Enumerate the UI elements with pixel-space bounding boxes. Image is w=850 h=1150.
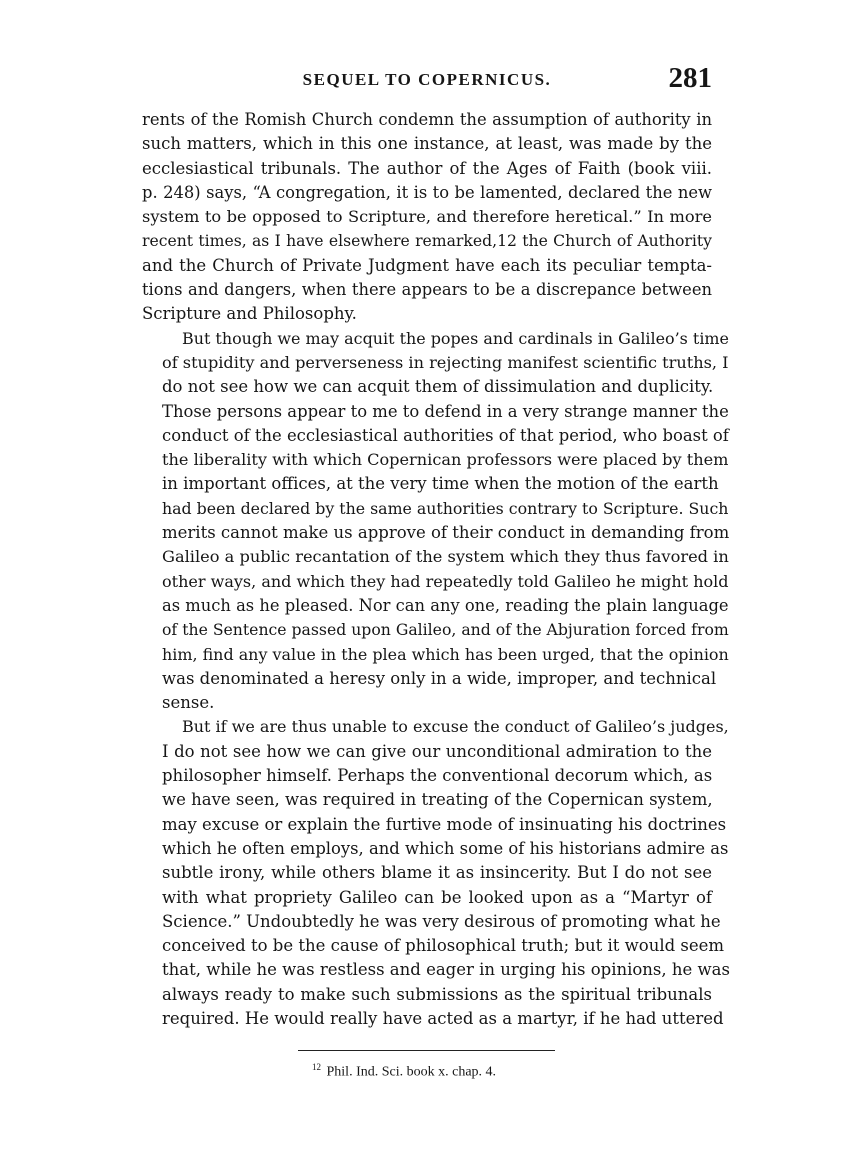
footnote (312, 1062, 496, 1081)
text-line: conduct of the ecclesiastical authorities of that period, who boast of (162, 425, 729, 445)
text-line: with what propriety Galileo can be looked upon as a “Martyr of (162, 887, 712, 907)
text-line: system to be opposed to Scripture, and therefore heretical.” In more (142, 207, 712, 227)
text-line: Science.” Undoubtedly he was very desirous of promoting what he (162, 911, 721, 931)
paragraph-2 (142, 327, 730, 716)
page-number: 281 (668, 62, 712, 94)
text-line: rents of the Romish Church condemn the assumption of authority in (142, 110, 712, 129)
text-line: Scripture and Philosophy. (142, 304, 357, 324)
text-line: of the Sentence passed upon Galileo, and of the Abjuration forced from (162, 620, 729, 640)
paragraph-3 (142, 715, 730, 1031)
text-line: But though we may acquit the popes and cardinals in Galileo’s time (182, 328, 729, 348)
text-line: as much as he pleased. Nor can any one, reading the plain language (162, 595, 729, 615)
text-line: p. 248) says, “A congregation, it is to be lamented, declared the new (142, 182, 712, 202)
text-line: do not see how we can acquit them of dissimulation and duplicity. (162, 377, 714, 397)
footnote-text: Phil. Ind. Sci. book x. chap. 4. (326, 1064, 497, 1080)
text-line: may excuse or explain the furtive mode of insinuating his doctrines (162, 814, 727, 834)
text-line: had been declared by the same authorities contrary to Scripture. Such (162, 498, 729, 518)
text-line: that, while he was restless and eager in urging his opinions, he was (162, 960, 730, 980)
footnote-marker: 12 (312, 1062, 321, 1072)
text-line: sense. (162, 693, 215, 713)
text-line: philosopher himself. Perhaps the conventional decorum which, as (162, 766, 713, 786)
text-line: we have seen, was required in treating of the Copernican system, (162, 790, 713, 810)
text-line: always ready to make such submissions as the spiritual tribunals (162, 984, 712, 1004)
body-text (142, 108, 730, 1031)
text-line: subtle irony, while others blame it as insincerity. But I do not see (162, 863, 712, 883)
text-line: Galileo a public recantation of the system which they thus favored in (162, 547, 729, 567)
text-line: required. He would really have acted as a martyr, if he had uttered (162, 1008, 724, 1028)
page-header (142, 62, 712, 102)
text-line: and the Church of Private Judgment have each its peculiar tempta- (142, 255, 712, 275)
footnote-rule (298, 1050, 555, 1051)
text-line: in important offices, at the very time when the motion of the earth (162, 474, 719, 494)
text-line: merits cannot make us approve of their conduct in demanding from (162, 523, 730, 543)
paragraph-1 (142, 108, 712, 327)
text-line: other ways, and which they had repeatedly told Galileo he might hold (162, 571, 729, 591)
text-line: I do not see how we can give our unconditional admiration to the (162, 741, 712, 761)
text-line: But if we are thus unable to excuse the conduct of Galileo’s judges, (182, 717, 729, 737)
text-line: of stupidity and perverseness in rejecting manifest scientific truths, I (162, 352, 729, 372)
text-line: which he often employs, and which some of his historians admire as (162, 838, 729, 858)
text-line: him, find any value in the plea which has been urged, that the opinion (162, 644, 729, 664)
text-line: such matters, which in this one instance, at least, was made by the (142, 134, 712, 154)
text-line: ecclesiastical tribunals. The author of the Ages of Faith (book viii. (142, 158, 712, 178)
text-line: was denominated a heresy only in a wide, improper, and technical (162, 668, 717, 688)
text-line: Those persons appear to me to defend in a very strange manner the (162, 401, 729, 421)
text-line: the liberality with which Copernican professors were placed by them (162, 450, 729, 470)
text-line: tions and dangers, when there appears to be a discrepance between (142, 280, 712, 300)
running-head: SEQUEL TO COPERNICUS. (302, 70, 552, 89)
text-line: conceived to be the cause of philosophical truth; but it would seem (162, 936, 725, 956)
text-line: recent times, as I have elsewhere remarked,12 the Church of Authority (142, 231, 712, 251)
